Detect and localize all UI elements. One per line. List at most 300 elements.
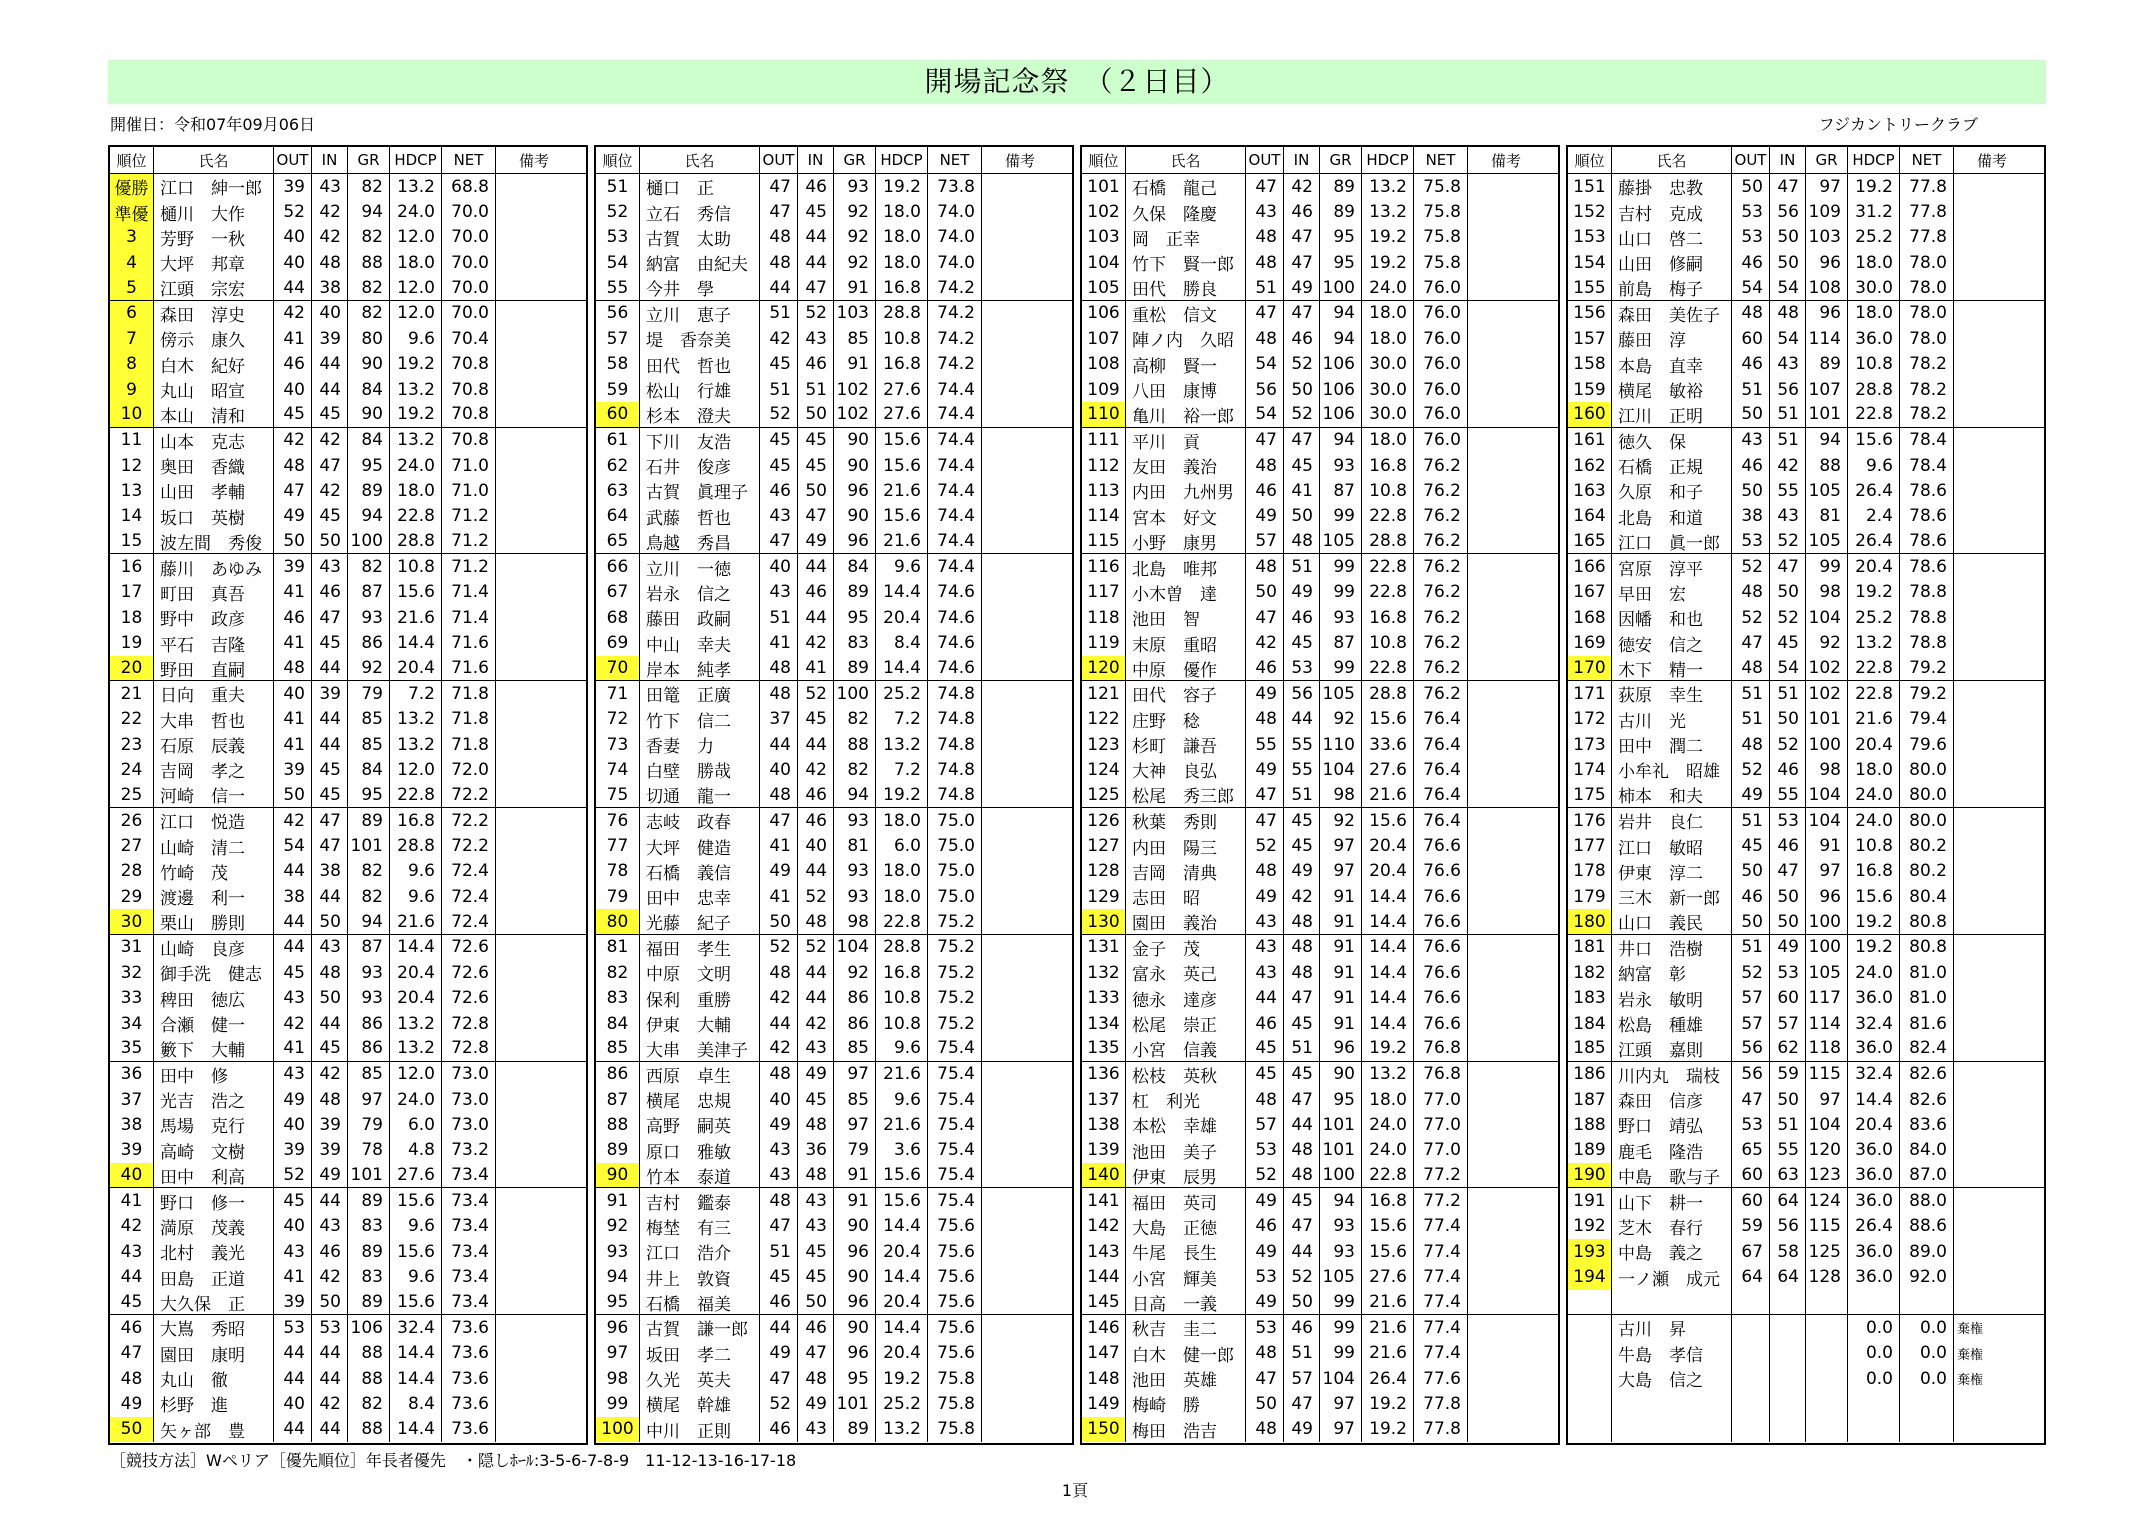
handicap: 18.0 <box>1362 1087 1414 1112</box>
rank: 147 <box>1082 1341 1126 1366</box>
gross-score: 92 <box>834 199 876 224</box>
handicap: 7.2 <box>390 681 442 706</box>
gross-score: 104 <box>1806 1112 1848 1137</box>
remarks <box>982 225 1058 250</box>
in-score: 45 <box>1284 833 1320 858</box>
net-score: 74.4 <box>928 377 982 402</box>
player-name: 奥田 香織 <box>154 453 274 478</box>
handicap: 24.0 <box>1848 783 1900 807</box>
table-row <box>1568 428 2044 453</box>
out-score: 40 <box>274 1112 312 1137</box>
remarks <box>982 707 1058 732</box>
remarks <box>496 1112 572 1137</box>
in-score: 44 <box>312 732 348 757</box>
out-score: 51 <box>760 1239 798 1264</box>
table-row <box>110 833 586 858</box>
in-score: 47 <box>312 808 348 833</box>
remarks <box>1468 1264 1544 1289</box>
remarks <box>496 1214 572 1239</box>
remarks <box>496 909 572 933</box>
player-name: 北島 唯邦 <box>1126 554 1246 579</box>
table-row <box>1568 1062 2044 1087</box>
handicap: 9.6 <box>390 1264 442 1289</box>
player-name <box>1612 1290 1732 1314</box>
table-row <box>1082 301 1558 326</box>
gross-score: 92 <box>834 225 876 250</box>
gross-score: 101 <box>348 1163 390 1187</box>
net-score: 76.2 <box>1414 580 1468 605</box>
rank: 194 <box>1568 1264 1612 1289</box>
handicap: 24.0 <box>1362 1112 1414 1137</box>
net-score: 81.6 <box>1900 1011 1954 1036</box>
player-name: 小野 康男 <box>1126 529 1246 553</box>
handicap: 22.8 <box>1362 554 1414 579</box>
player-name: 山田 修嗣 <box>1612 250 1732 275</box>
out-score: 46 <box>1246 1011 1284 1036</box>
handicap: 7.2 <box>876 757 928 782</box>
net-score: 70.0 <box>442 250 496 275</box>
net-score: 78.8 <box>1900 630 1954 655</box>
net-score: 72.6 <box>442 986 496 1011</box>
rank: 82 <box>596 960 640 985</box>
rank: 92 <box>596 1214 640 1239</box>
net-score: 74.6 <box>928 605 982 630</box>
remarks <box>982 1011 1058 1036</box>
rank: 85 <box>596 1036 640 1060</box>
handicap: 13.2 <box>390 428 442 453</box>
rank: 167 <box>1568 580 1612 605</box>
out-score: 57 <box>1246 529 1284 553</box>
in-score: 58 <box>1770 1239 1806 1264</box>
in-score: 41 <box>1284 478 1320 503</box>
handicap: 13.2 <box>390 707 442 732</box>
out-score: 47 <box>1246 428 1284 453</box>
in-score: 44 <box>798 986 834 1011</box>
table-row <box>110 859 586 884</box>
net-score: 75.6 <box>928 1341 982 1366</box>
gross-score: 91 <box>1320 935 1362 960</box>
in-score: 48 <box>1284 529 1320 553</box>
gross-score: 100 <box>1806 909 1848 933</box>
out-score: 43 <box>1246 935 1284 960</box>
rank: 17 <box>110 580 154 605</box>
table-row <box>1568 554 2044 579</box>
in-score: 50 <box>798 402 834 426</box>
out-score: 45 <box>760 352 798 377</box>
remarks <box>496 1087 572 1112</box>
in-score: 50 <box>312 529 348 553</box>
remarks <box>1468 529 1544 553</box>
out-score: 51 <box>760 377 798 402</box>
out-score: 48 <box>1246 707 1284 732</box>
in-score: 46 <box>798 580 834 605</box>
remarks <box>1468 605 1544 630</box>
handicap: 14.4 <box>1362 986 1414 1011</box>
table-row <box>110 478 586 503</box>
in-score: 57 <box>1284 1366 1320 1391</box>
net-score: 80.0 <box>1900 757 1954 782</box>
table-row <box>110 707 586 732</box>
rank: 160 <box>1568 402 1612 426</box>
rank: 5 <box>110 275 154 299</box>
gross-score: 97 <box>1806 174 1848 199</box>
remarks <box>982 402 1058 426</box>
table-row <box>596 808 1072 833</box>
in-score: 44 <box>798 960 834 985</box>
out-score: 51 <box>1732 681 1770 706</box>
gross-score: 92 <box>1806 630 1848 655</box>
gross-score: 82 <box>834 707 876 732</box>
player-name: 伊東 大輔 <box>640 1011 760 1036</box>
handicap: 26.4 <box>1362 1366 1414 1391</box>
net-score: 76.6 <box>1414 1011 1468 1036</box>
net-score: 78.4 <box>1900 428 1954 453</box>
table-row <box>110 1011 586 1036</box>
rank: 16 <box>110 554 154 579</box>
gross-score: 91 <box>834 275 876 299</box>
out-score: 51 <box>760 605 798 630</box>
out-score: 46 <box>1732 250 1770 275</box>
table-row <box>596 1188 1072 1213</box>
handicap: 16.8 <box>1362 1188 1414 1213</box>
out-score: 44 <box>760 275 798 299</box>
player-name: 合瀬 健一 <box>154 1011 274 1036</box>
handicap: 0.0 <box>1848 1315 1900 1340</box>
table-row <box>596 1036 1072 1061</box>
rank: 180 <box>1568 909 1612 933</box>
remarks <box>496 1341 572 1366</box>
handicap: 19.2 <box>1848 909 1900 933</box>
in-score: 45 <box>1284 1188 1320 1213</box>
in-score: 44 <box>798 250 834 275</box>
table-row <box>110 352 586 377</box>
in-score: 42 <box>1284 174 1320 199</box>
out-score: 42 <box>274 808 312 833</box>
gross-score: 97 <box>348 1087 390 1112</box>
gross-score: 82 <box>348 1391 390 1416</box>
table-row <box>110 580 586 605</box>
player-name: 納富 彰 <box>1612 960 1732 985</box>
gross-score: 91 <box>1320 909 1362 933</box>
player-name: 大島 正徳 <box>1126 1214 1246 1239</box>
remarks <box>1468 630 1544 655</box>
table-row <box>110 681 586 706</box>
net-score: 75.0 <box>928 884 982 909</box>
net-score: 78.4 <box>1900 453 1954 478</box>
handicap: 9.6 <box>390 1214 442 1239</box>
in-score: 45 <box>798 1239 834 1264</box>
in-score: 46 <box>312 1239 348 1264</box>
table-row <box>1082 681 1558 706</box>
net-score: 74.0 <box>928 199 982 224</box>
in-score: 48 <box>798 1366 834 1391</box>
handicap: 18.0 <box>876 859 928 884</box>
player-name: 森田 美佐子 <box>1612 301 1732 326</box>
handicap: 15.6 <box>390 580 442 605</box>
table-row <box>596 326 1072 351</box>
out-score: 45 <box>760 453 798 478</box>
net-score: 76.2 <box>1414 554 1468 579</box>
table-row <box>1082 859 1558 884</box>
player-name: 園田 義治 <box>1126 909 1246 933</box>
player-name: 徳永 達彦 <box>1126 986 1246 1011</box>
in-score: 51 <box>1284 1036 1320 1060</box>
in-score: 53 <box>312 1315 348 1340</box>
gross-score: 101 <box>348 833 390 858</box>
player-name: 傍示 康久 <box>154 326 274 351</box>
player-name: 大神 良弘 <box>1126 757 1246 782</box>
player-name: 野口 修一 <box>154 1188 274 1213</box>
rank: 97 <box>596 1341 640 1366</box>
out-score: 49 <box>1246 757 1284 782</box>
player-name: 中島 歌与子 <box>1612 1163 1732 1187</box>
player-name: 小木曽 達 <box>1126 580 1246 605</box>
table-row <box>596 960 1072 985</box>
player-name: 福田 英司 <box>1126 1188 1246 1213</box>
handicap: 10.8 <box>390 554 442 579</box>
in-score: 47 <box>1284 1391 1320 1416</box>
gross-score: 101 <box>1806 707 1848 732</box>
gross-score: 89 <box>834 580 876 605</box>
out-score: 52 <box>760 402 798 426</box>
in-score: 55 <box>1770 1138 1806 1163</box>
out-score: 44 <box>274 1366 312 1391</box>
remarks <box>496 580 572 605</box>
out-score: 40 <box>274 225 312 250</box>
out-score: 48 <box>760 681 798 706</box>
net-score: 78.0 <box>1900 326 1954 351</box>
table-row <box>1568 960 2044 985</box>
gross-score: 100 <box>1806 732 1848 757</box>
net-score: 73.4 <box>442 1163 496 1187</box>
gross-score: 85 <box>348 732 390 757</box>
in-score: 40 <box>798 833 834 858</box>
gross-score: 90 <box>834 504 876 529</box>
out-score: 50 <box>1732 478 1770 503</box>
net-score: 77.8 <box>1900 174 1954 199</box>
handicap: 24.0 <box>1848 960 1900 985</box>
in-score: 49 <box>1284 859 1320 884</box>
net-score: 77.6 <box>1414 1366 1468 1391</box>
rank: 27 <box>110 833 154 858</box>
remarks <box>1954 681 2030 706</box>
rank: 34 <box>110 1011 154 1036</box>
in-score: 50 <box>1770 707 1806 732</box>
net-score: 76.2 <box>1414 630 1468 655</box>
in-score: 45 <box>312 1036 348 1060</box>
table-row <box>1082 1062 1558 1087</box>
gross-score: 114 <box>1806 326 1848 351</box>
net-score: 72.8 <box>442 1036 496 1060</box>
table-row <box>110 1315 586 1340</box>
player-name: 竹崎 茂 <box>154 859 274 884</box>
gross-score: 104 <box>1806 783 1848 807</box>
out-score: 48 <box>1246 250 1284 275</box>
header-rank: 順位 <box>1082 147 1126 173</box>
header-player-name: 氏名 <box>154 147 274 173</box>
table-row <box>596 529 1072 554</box>
in-score: 42 <box>798 757 834 782</box>
in-score: 45 <box>798 1087 834 1112</box>
remarks <box>1468 935 1544 960</box>
table-row <box>596 1239 1072 1264</box>
out-score: 50 <box>274 529 312 553</box>
table-row <box>596 504 1072 529</box>
header-gross-score: GR <box>348 147 390 173</box>
gross-score: 83 <box>348 1214 390 1239</box>
gross-score: 91 <box>834 1188 876 1213</box>
out-score: 43 <box>1246 909 1284 933</box>
gross-score: 89 <box>834 656 876 680</box>
gross-score: 100 <box>348 529 390 553</box>
handicap: 36.0 <box>1848 1163 1900 1187</box>
remarks <box>1954 1062 2030 1087</box>
in-score: 50 <box>312 986 348 1011</box>
in-score: 46 <box>798 174 834 199</box>
rank: 53 <box>596 225 640 250</box>
rank: 58 <box>596 352 640 377</box>
gross-score: 101 <box>834 1391 876 1416</box>
rank: 151 <box>1568 174 1612 199</box>
net-score: 77.4 <box>1414 1315 1468 1340</box>
handicap: 18.0 <box>876 808 928 833</box>
player-name: 前島 梅子 <box>1612 275 1732 299</box>
player-name: 岸本 純孝 <box>640 656 760 680</box>
table-row <box>596 783 1072 808</box>
rank: 193 <box>1568 1239 1612 1264</box>
table-row <box>1082 833 1558 858</box>
header-player-name: 氏名 <box>1126 147 1246 173</box>
in-score: 50 <box>798 1290 834 1314</box>
out-score: 52 <box>760 935 798 960</box>
in-score: 47 <box>312 453 348 478</box>
gross-score: 88 <box>348 1366 390 1391</box>
remarks <box>1468 1214 1544 1239</box>
gross-score: 91 <box>834 352 876 377</box>
handicap: 16.8 <box>390 808 442 833</box>
gross-score: 97 <box>834 1062 876 1087</box>
rank: 153 <box>1568 225 1612 250</box>
out-score: 48 <box>1246 554 1284 579</box>
player-name: 荻原 幸生 <box>1612 681 1732 706</box>
out-score: 40 <box>760 757 798 782</box>
header-out-score: OUT <box>1246 147 1284 173</box>
player-name: 栗山 勝則 <box>154 909 274 933</box>
rank: 158 <box>1568 352 1612 377</box>
gross-score: 99 <box>1320 554 1362 579</box>
gross-score: 83 <box>348 1264 390 1289</box>
table-row <box>596 275 1072 300</box>
gross-score: 89 <box>1806 352 1848 377</box>
handicap: 16.8 <box>1362 453 1414 478</box>
player-name: 田代 哲也 <box>640 352 760 377</box>
net-score: 71.8 <box>442 732 496 757</box>
net-score: 75.6 <box>928 1264 982 1289</box>
in-score: 49 <box>798 1062 834 1087</box>
rank: 61 <box>596 428 640 453</box>
net-score: 76.8 <box>1414 1062 1468 1087</box>
out-score: 43 <box>274 1239 312 1264</box>
rank: 19 <box>110 630 154 655</box>
in-score <box>1770 1341 1806 1366</box>
handicap: 13.2 <box>390 377 442 402</box>
table-row <box>596 1391 1072 1416</box>
table-row <box>1568 1264 2044 1289</box>
table-row <box>1568 783 2044 808</box>
handicap: 28.8 <box>390 833 442 858</box>
remarks <box>496 428 572 453</box>
player-name: 松尾 崇正 <box>1126 1011 1246 1036</box>
remarks <box>1954 859 2030 884</box>
player-name: 籔下 大輔 <box>154 1036 274 1060</box>
handicap: 20.4 <box>1362 859 1414 884</box>
gross-score: 95 <box>834 605 876 630</box>
out-score <box>1732 1391 1770 1416</box>
table-row <box>1082 1138 1558 1163</box>
handicap: 30.0 <box>1362 352 1414 377</box>
table-row <box>1568 225 2044 250</box>
player-name: 原口 雅敏 <box>640 1138 760 1163</box>
in-score: 42 <box>312 428 348 453</box>
rank: 55 <box>596 275 640 299</box>
in-score: 49 <box>312 1163 348 1187</box>
net-score: 74.8 <box>928 681 982 706</box>
out-score <box>1732 1417 1770 1442</box>
net-score: 72.2 <box>442 783 496 807</box>
net-score: 78.6 <box>1900 504 1954 529</box>
in-score: 62 <box>1770 1036 1806 1060</box>
handicap: 14.4 <box>876 656 928 680</box>
player-name: 田中 忠幸 <box>640 884 760 909</box>
in-score: 64 <box>1770 1264 1806 1289</box>
out-score: 45 <box>1246 1062 1284 1087</box>
net-score: 80.0 <box>1900 783 1954 807</box>
net-score: 75.0 <box>928 808 982 833</box>
gross-score: 82 <box>348 554 390 579</box>
net-score: 77.8 <box>1414 1417 1468 1442</box>
handicap: 16.8 <box>1848 859 1900 884</box>
table-row <box>110 428 586 453</box>
player-name: 牛尾 長生 <box>1126 1239 1246 1264</box>
handicap: 36.0 <box>1848 326 1900 351</box>
out-score: 48 <box>760 783 798 807</box>
net-score: 75.0 <box>928 859 982 884</box>
in-score: 50 <box>798 478 834 503</box>
player-name: 山崎 清二 <box>154 833 274 858</box>
in-score: 46 <box>1284 1315 1320 1340</box>
rank: 6 <box>110 301 154 326</box>
net-score: 73.6 <box>442 1366 496 1391</box>
out-score: 42 <box>274 428 312 453</box>
gross-score: 93 <box>834 808 876 833</box>
table-row <box>1082 1341 1558 1366</box>
table-row <box>1082 504 1558 529</box>
remarks <box>1954 1087 2030 1112</box>
out-score: 48 <box>274 656 312 680</box>
out-score: 39 <box>274 1138 312 1163</box>
gross-score: 99 <box>1806 554 1848 579</box>
remarks <box>1468 986 1544 1011</box>
in-score: 45 <box>1284 1011 1320 1036</box>
table-row <box>596 1417 1072 1442</box>
rank: 145 <box>1082 1290 1126 1314</box>
in-score: 50 <box>1770 909 1806 933</box>
in-score: 42 <box>798 630 834 655</box>
out-score <box>1732 1290 1770 1314</box>
net-score: 70.4 <box>442 326 496 351</box>
remarks <box>1954 580 2030 605</box>
net-score: 76.6 <box>1414 859 1468 884</box>
